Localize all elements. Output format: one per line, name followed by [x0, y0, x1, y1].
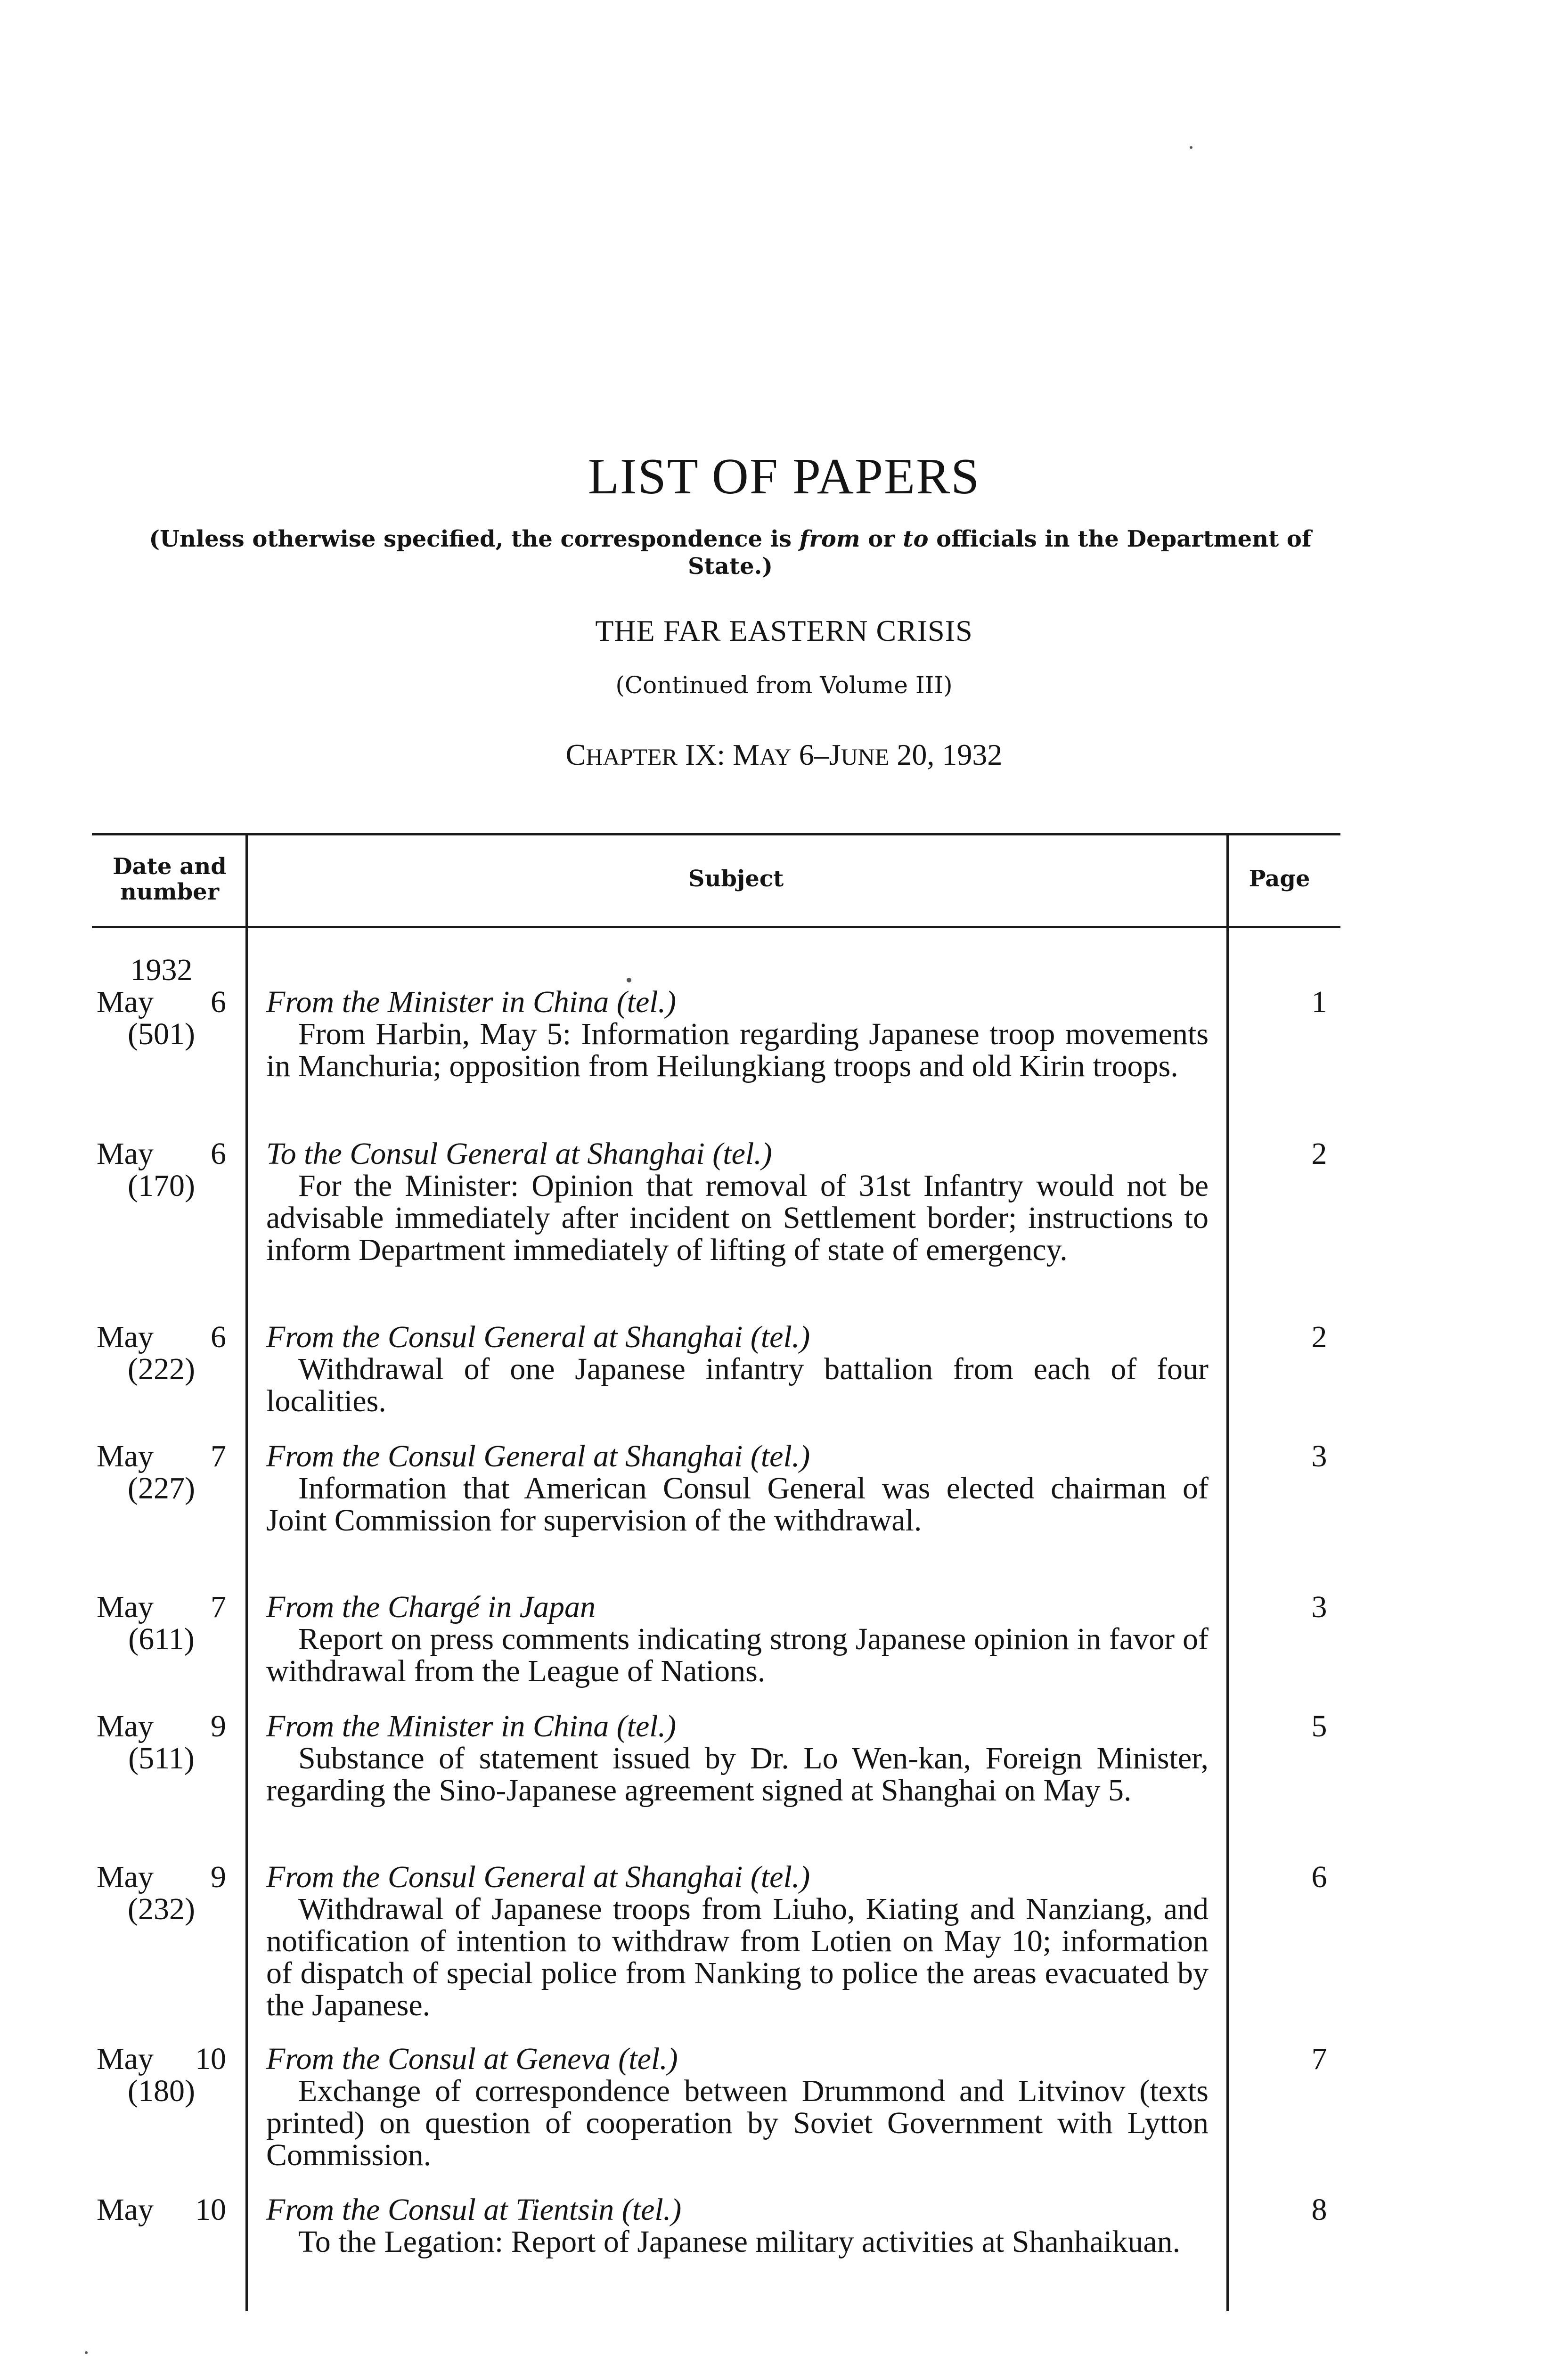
entry-number: (501): [128, 1017, 195, 1051]
entry-from: From the Consul at Tientsin (tel.): [266, 2192, 682, 2227]
entry-date: [97, 1440, 226, 1505]
entry-from: From the Consul General at Shanghai (tel.): [266, 1860, 810, 1894]
entry-page: 1: [1311, 985, 1327, 1019]
entry-body: For the Minister: Opinion that removal of 31st Infantry would not be advisable immediately after incident on Settlement border; instructions to inform Department immediately of lifting of state of emergency.: [266, 1169, 1209, 1267]
entry-date: [97, 1710, 226, 1775]
entry-from: From the Consul General at Shanghai (tel.): [266, 1439, 810, 1473]
date-column-divider: [245, 833, 248, 2311]
column-header-page: Page: [1249, 866, 1310, 892]
entry-subject: [266, 2043, 1209, 2171]
entry-day: 6: [211, 985, 226, 1019]
entry-page: 6: [1311, 1860, 1327, 1894]
entry-day: 9: [211, 1860, 226, 1894]
entry-date: [97, 2194, 226, 2226]
entry-month: May: [97, 2192, 154, 2227]
entry-body: To the Legation: Report of Japanese military activities at Shanhaikuan.: [298, 2225, 1181, 2259]
column-header-date: Date and number: [113, 853, 227, 905]
entry-subject: [266, 1440, 1209, 1537]
entry-page: 7: [1311, 2042, 1327, 2076]
entry-body: Substance of statement issued by Dr. Lo Wen-kan, Foreign Minister, regarding the Sino-Japanese agreement signed at Shanghai on May 5.: [266, 1741, 1209, 1808]
entry-from: From the Consul General at Shanghai (tel.): [266, 1320, 810, 1354]
entry-month: May: [97, 1439, 154, 1473]
table-top-rule: [92, 833, 1340, 835]
entry-from: From the Consul at Geneva (tel.): [266, 2042, 678, 2076]
entry-month: May: [97, 2042, 154, 2076]
column-header-subject: Subject: [688, 866, 784, 892]
entry-from: To the Consul General at Shanghai (tel.): [266, 1137, 772, 1171]
entry-number: (170): [128, 1169, 195, 1203]
entry-day: 7: [211, 1439, 226, 1473]
entry-number: (232): [128, 1892, 195, 1926]
entry-day: 10: [195, 2042, 226, 2076]
entry-body: Withdrawal of one Japanese infantry battalion from each of four localities.: [266, 1352, 1209, 1418]
scan-speck: [1190, 146, 1192, 149]
section-heading: THE FAR EASTERN CRISIS: [595, 614, 973, 647]
continued-note: (Continued from Volume III): [615, 671, 953, 699]
entry-date: [97, 1138, 226, 1202]
entry-date: [97, 1861, 226, 1925]
entry-number: (511): [128, 1741, 195, 1775]
entry-date: [97, 1591, 226, 1655]
entry-month: May: [97, 1320, 154, 1354]
page-column-divider: [1226, 833, 1229, 2311]
entry-subject: [266, 1321, 1209, 1417]
scan-speck: [627, 978, 631, 982]
entry-body: Information that American Consul General was elected chairman of Joint Commission for supervision of the withdrawal.: [266, 1471, 1209, 1538]
entry-body: Exchange of correspondence between Drummond and Litvinov (texts printed) on question of cooperation by Soviet Government with Lytton Commission.: [266, 2074, 1209, 2172]
entry-page: 3: [1311, 1590, 1327, 1624]
entry-subject: [266, 1710, 1209, 1807]
entry-from: From the Minister in China (tel.): [266, 985, 677, 1019]
entry-subject: [266, 986, 1209, 1082]
entry-body: From Harbin, May 5: Information regarding Japanese troop movements in Manchuria; opposition from Heilungkiang troops and old Kirin troops.: [266, 1017, 1209, 1083]
entry-month: May: [97, 1709, 154, 1743]
entry-subject: [266, 1861, 1209, 2021]
entry-number: (222): [128, 1352, 195, 1386]
entry-from: From the Minister in China (tel.): [266, 1709, 677, 1743]
year-label: 1932: [130, 953, 193, 987]
entry-month: May: [97, 1590, 154, 1624]
scan-speck: [85, 2351, 88, 2354]
entry-subject: [266, 1138, 1209, 1266]
entry-month: May: [97, 1860, 154, 1894]
entry-body: Report on press comments indicating strong Japanese opinion in favor of withdrawal from the League of Nations.: [266, 1622, 1209, 1688]
entry-day: 10: [195, 2192, 226, 2227]
entry-number: (611): [128, 1622, 195, 1656]
entry-day: 6: [211, 1137, 226, 1171]
entry-day: 7: [211, 1590, 226, 1624]
entry-subject: [266, 1591, 1209, 1687]
page-title: LIST OF PAPERS: [588, 449, 980, 505]
entry-page: 3: [1311, 1439, 1327, 1473]
entry-subject: [266, 2194, 1209, 2258]
entry-page: 8: [1311, 2192, 1327, 2227]
entry-page: 2: [1311, 1137, 1327, 1171]
intro-note: (Unless otherwise specified, the correspondence is from or to officials in the Department of State.): [149, 526, 1312, 580]
entry-number: (227): [128, 1471, 195, 1505]
entry-day: 6: [211, 1320, 226, 1354]
entry-month: May: [97, 1137, 154, 1171]
entry-number: (180): [128, 2074, 195, 2108]
entry-day: 9: [211, 1709, 226, 1743]
entry-date: [97, 1321, 226, 1385]
chapter-heading: CHAPTER IX: MAY 6–JUNE 20, 1932: [565, 738, 1003, 771]
entry-date: [97, 2043, 226, 2107]
entry-page: 5: [1311, 1709, 1327, 1743]
entry-body: Withdrawal of Japanese troops from Liuho, Kiating and Nanziang, and notification of intention to withdraw from Lotien on May 10; information of dispatch of special police from Nanking to police the areas evacuated by the Japanese.: [266, 1892, 1209, 2022]
table-header-rule: [92, 926, 1340, 928]
entry-date: [97, 986, 226, 1050]
entry-from: From the Chargé in Japan: [266, 1590, 596, 1624]
entry-month: May: [97, 985, 154, 1019]
entry-page: 2: [1311, 1320, 1327, 1354]
